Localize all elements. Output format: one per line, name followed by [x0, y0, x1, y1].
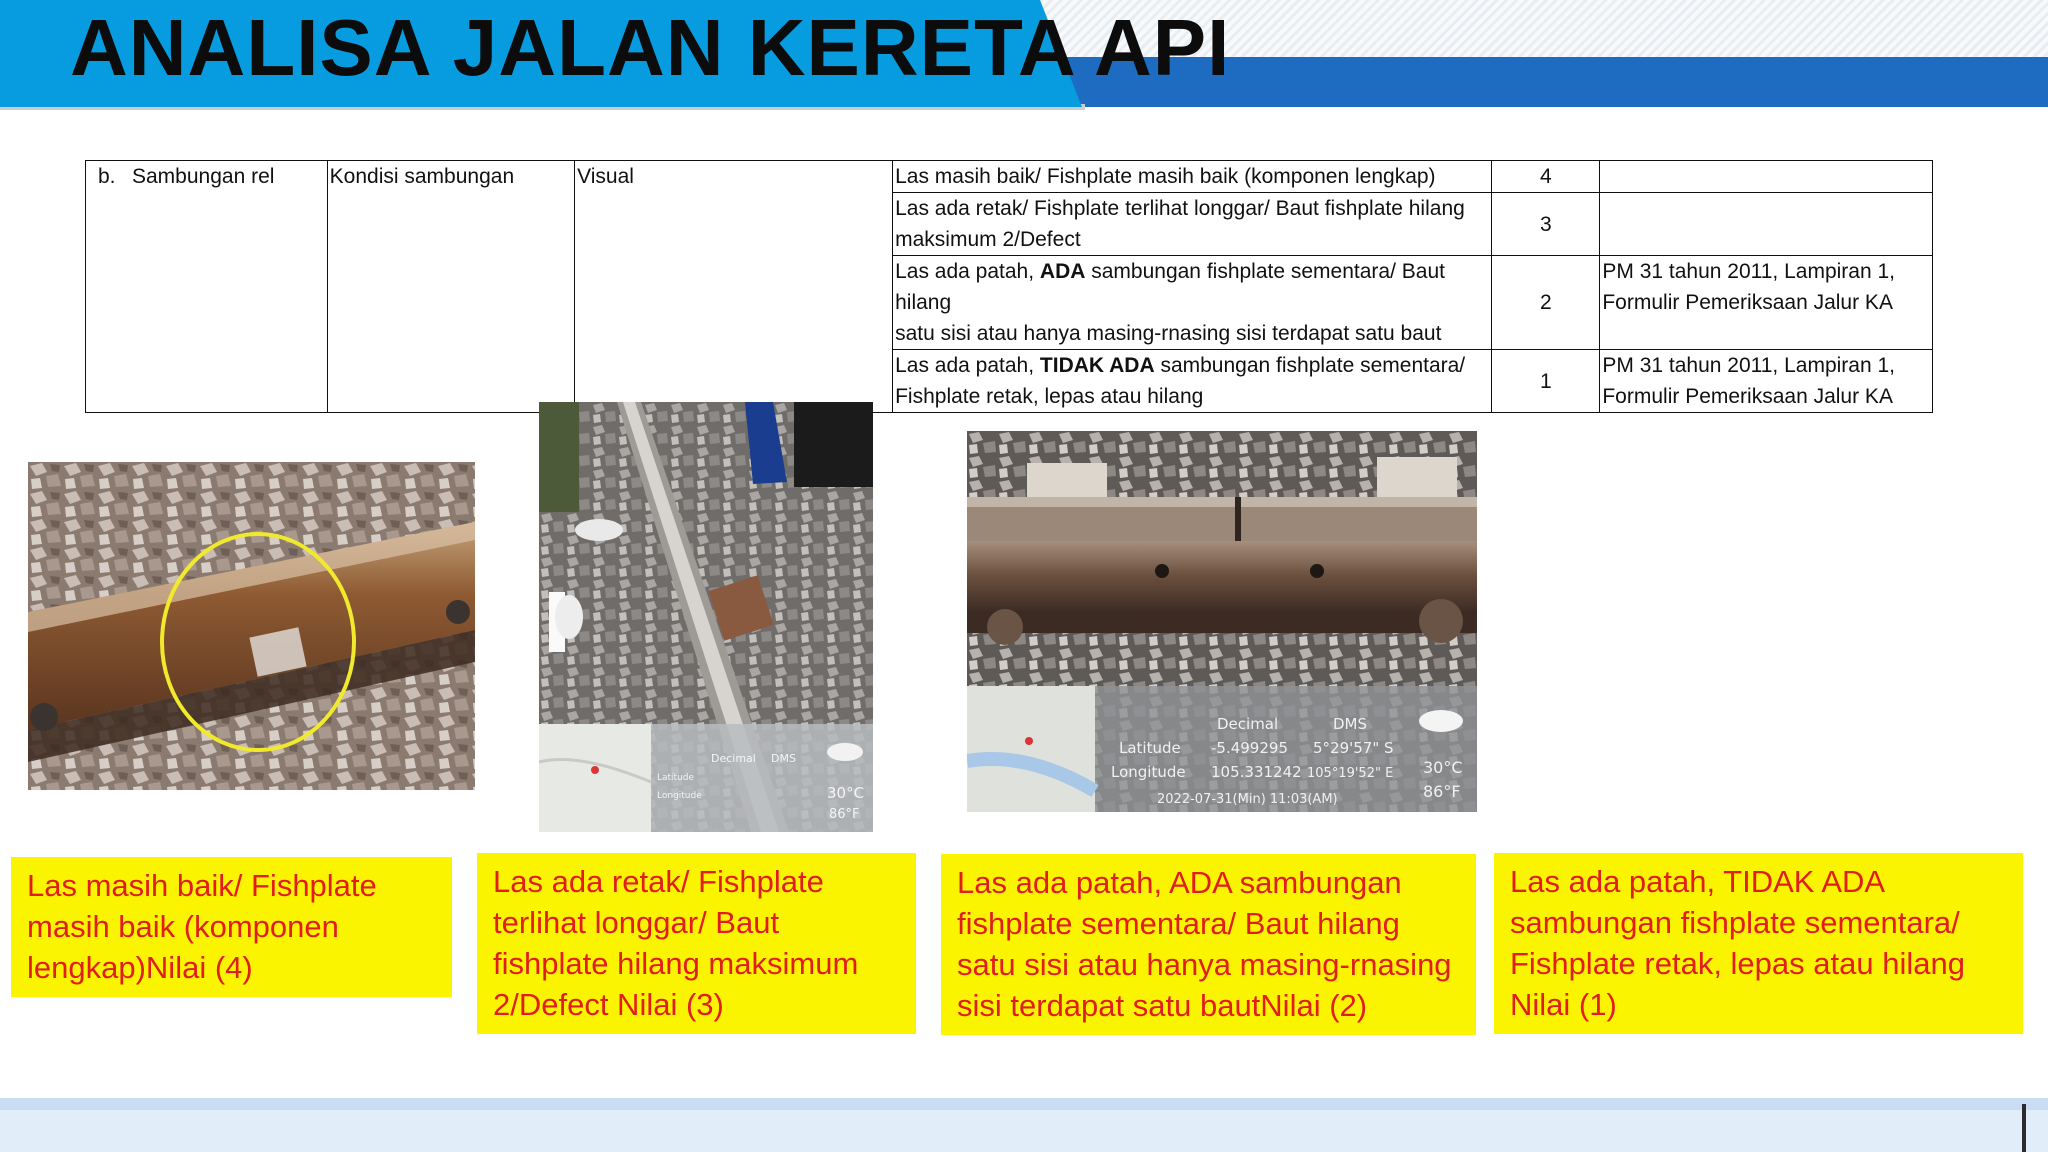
score-cell: 3 [1492, 193, 1600, 256]
condition-cell [893, 350, 1492, 413]
caption-line: satu sisi atau hanya masing-rnasing [957, 947, 1452, 982]
item-name: Sambungan rel [132, 165, 275, 188]
caption-line: terlihat longgar/ Baut [493, 905, 780, 940]
gps-latitude-dms: 5°29'57" S [1313, 739, 1394, 757]
footer-edge-mark [2022, 1104, 2026, 1152]
reference-cell [1600, 193, 1933, 256]
gps-longitude-dms: 105°19'52" E [1307, 766, 1394, 781]
caption-line: Fishplate retak, lepas atau hilang [1510, 946, 1965, 981]
gps-decimal-label: Decimal [711, 752, 756, 765]
temperature-celsius: 30°C [827, 784, 865, 802]
caption-line: Nilai (1) [1510, 987, 1617, 1022]
cloud-icon [827, 743, 863, 761]
page-title: ANALISA JALAN KERETA API [70, 3, 1231, 92]
rail-joint-photo-2 [539, 402, 873, 832]
caption-line: 2/Defect Nilai (3) [493, 987, 724, 1022]
item-cell [86, 161, 328, 413]
gps-dms-label: DMS [771, 752, 796, 765]
caption-line: fishplate hilang maksimum [493, 946, 859, 981]
caption-line: Las masih baik/ Fishplate [27, 868, 377, 903]
rail-weld-photo-1 [28, 462, 475, 790]
condition-cell [893, 256, 1492, 350]
condition-text: sambungan fishplate sementara/ [1154, 354, 1466, 377]
reference-cell [1600, 256, 1933, 350]
method-cell: Visual [575, 161, 893, 413]
condition-cell: Las masih baik/ Fishplate masih baik (komponen lengkap) [893, 161, 1492, 193]
temperature-celsius: 30°C [1423, 758, 1463, 777]
gps-decimal-label: Decimal [1217, 715, 1279, 733]
rail-joint-photo-3 [967, 431, 1477, 812]
reference-cell [1600, 350, 1933, 413]
reference-line: PM 31 tahun 2011, Lampiran 1, [1602, 260, 1895, 283]
cloud-icon [1419, 710, 1463, 732]
caption-line: sisi terdapat satu bautNilai (2) [957, 988, 1368, 1023]
gps-latitude-label: Latitude [657, 773, 695, 783]
condition-emphasis: TIDAK ADA [1039, 354, 1155, 377]
caption-line: lengkap)Nilai (4) [27, 950, 253, 985]
condition-text: sambungan fishplate sementara/ Baut hilang [895, 260, 1445, 314]
gps-longitude-decimal: 105.331242 [1211, 763, 1302, 781]
gps-latitude-decimal: -5.499295 [1211, 739, 1288, 757]
condition-emphasis: ADA [1039, 260, 1086, 283]
gps-longitude-label: Longitude [1111, 763, 1186, 781]
footer-bar [0, 1110, 2048, 1152]
criteria-table [85, 160, 1933, 413]
caption-score-4 [11, 857, 452, 997]
table-row [86, 161, 1933, 193]
condition-text: Las ada patah, [895, 260, 1040, 283]
condition-text: Las ada patah, [895, 354, 1040, 377]
gps-longitude-label: Longitude [657, 791, 702, 801]
item-letter: b. [98, 165, 116, 188]
gps-datetime: 2022-07-31(Min) 11:03(AM) [1157, 792, 1338, 807]
caption-score-2 [941, 854, 1476, 1035]
gps-latitude-label: Latitude [1119, 739, 1181, 757]
gps-dms-label: DMS [1333, 715, 1368, 733]
caption-score-3 [477, 853, 916, 1034]
caption-line: Las ada retak/ Fishplate [493, 864, 824, 899]
temperature-fahrenheit: 86°F [1423, 782, 1461, 801]
score-cell: 2 [1492, 256, 1600, 350]
condition-cell [893, 193, 1492, 256]
condition-line: satu sisi atau hanya masing-rnasing sisi terdapat satu baut [895, 322, 1442, 345]
caption-line: Las ada patah, TIDAK ADA [1510, 864, 1886, 899]
condition-line: Las ada retak/ Fishplate terlihat longgar/ Baut fishplate hilang [895, 197, 1465, 220]
caption-line: fishplate sementara/ Baut hilang [957, 906, 1400, 941]
reference-line: Formulir Pemeriksaan Jalur KA [1602, 385, 1893, 408]
caption-line: Las ada patah, ADA sambungan [957, 865, 1402, 900]
reference-cell [1600, 161, 1933, 193]
footer-top-line [0, 1098, 2048, 1110]
score-cell: 1 [1492, 350, 1600, 413]
condition-line: Fishplate retak, lepas atau hilang [895, 385, 1204, 408]
reference-line: PM 31 tahun 2011, Lampiran 1, [1602, 354, 1895, 377]
reference-line: Formulir Pemeriksaan Jalur KA [1602, 291, 1893, 314]
temperature-fahrenheit: 86°F [829, 807, 860, 822]
parameter-cell: Kondisi sambungan [327, 161, 574, 413]
caption-line: sambungan fishplate sementara/ [1510, 905, 1960, 940]
score-cell: 4 [1492, 161, 1600, 193]
condition-line: maksimum 2/Defect [895, 228, 1081, 251]
caption-score-1 [1494, 853, 2023, 1034]
caption-line: masih baik (komponen [27, 909, 339, 944]
